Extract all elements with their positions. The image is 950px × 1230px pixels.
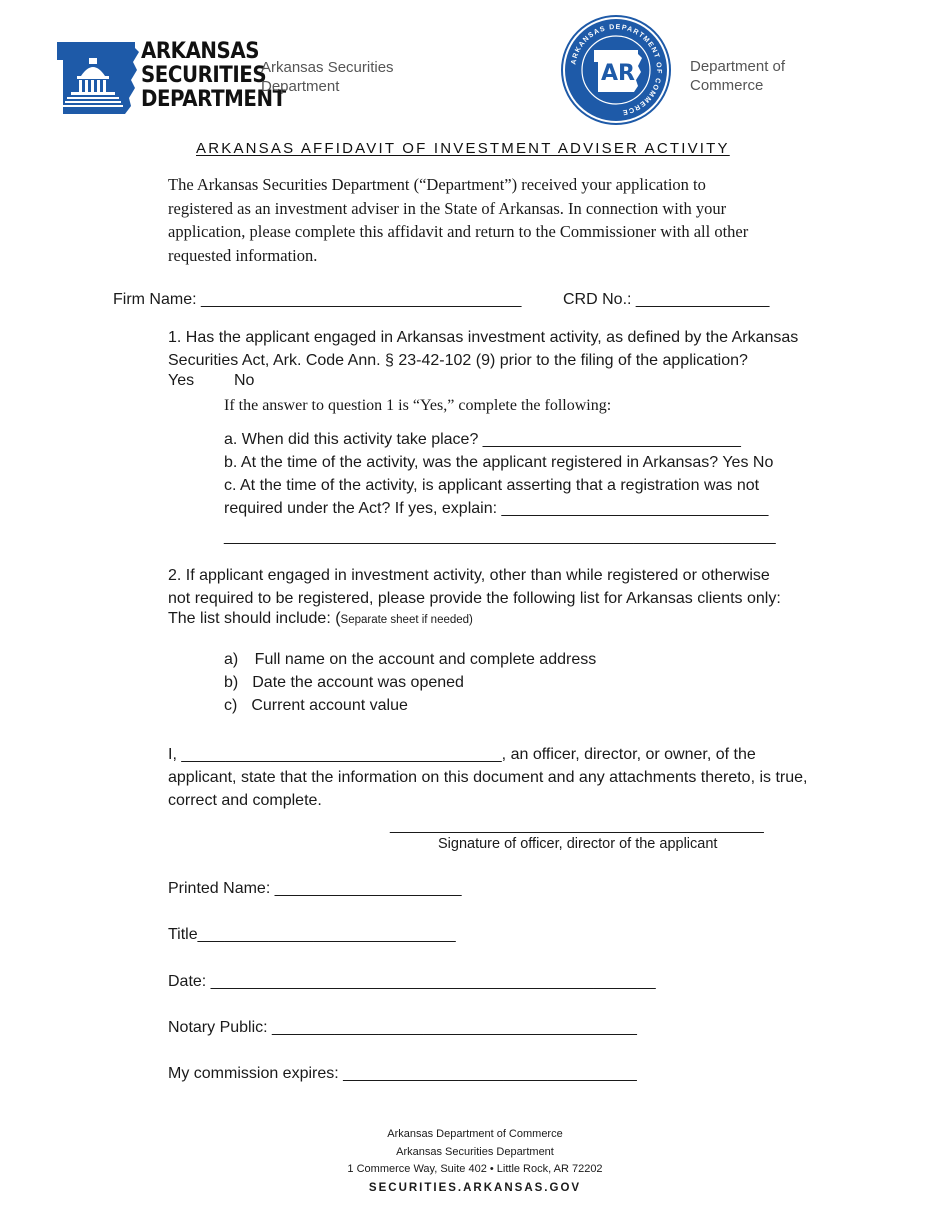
intro-line: registered as an investment adviser in the State of Arkansas. In connection with your	[168, 198, 727, 218]
footer-line: Arkansas Department of Commerce	[387, 1128, 563, 1140]
crd-label: CRD No.:	[563, 291, 636, 308]
q1-item-c-extra-line[interactable]: ______________________________________________________________	[224, 528, 776, 545]
seal-text: ARKANSAS DEPARTMENT OF COMMERCE	[570, 23, 663, 116]
list-text: Date the account was opened	[252, 674, 464, 691]
q2-list-note: Separate sheet if needed)	[340, 614, 473, 626]
footer-website[interactable]: SECURITIES.ARKANSAS.GOV	[368, 1181, 582, 1194]
footer-line: Arkansas Securities Department	[396, 1145, 554, 1158]
list-marker: c)	[224, 697, 238, 714]
q2-list-intro	[168, 610, 473, 628]
q1-line: Securities Act, Ark. Code Ann. § 23-42-102 (9) prior to the filing of the application?	[168, 352, 748, 369]
list-text: Current account value	[251, 697, 408, 714]
dept-name-line: Department of	[690, 58, 786, 75]
intro-line: The Arkansas Securities Department (“Department”) received your application to	[168, 175, 706, 194]
attest-line: correct and complete.	[168, 792, 322, 809]
dept-name-line: Arkansas Securities	[261, 59, 394, 76]
q1-line: 1. Has the applicant engaged in Arkansas investment activity, as defined by the Arkansas	[168, 329, 799, 346]
commerce-seal-icon	[560, 14, 672, 126]
securities-department-logo	[55, 39, 286, 116]
crd-field[interactable]: _______________	[635, 291, 770, 308]
q1-item-b[interactable]: b. At the time of the activity, was the applicant registered in Arkansas? Yes No	[224, 454, 774, 471]
footer	[0, 1126, 950, 1197]
list-marker: a)	[224, 651, 239, 668]
q2-line: not required to be registered, please provide the following list for Arkansas clients only:	[168, 590, 781, 607]
intro-line: application, please complete this affidavit and return to the Commissioner with all other	[168, 222, 749, 241]
commerce-department-name	[690, 57, 785, 95]
dept-name-line: Department	[261, 78, 340, 95]
q2-list-item	[224, 651, 596, 669]
q1-item-a[interactable]: a. When did this activity take place? _____________________________	[224, 431, 741, 448]
q2-list-intro-text: The list should include: (	[168, 610, 341, 627]
q2-line: 2. If applicant engaged in investment activity, other than while registered or otherwise	[168, 567, 770, 584]
securities-department-name	[261, 58, 394, 96]
q1-followup: If the answer to question 1 is “Yes,” complete the following:	[224, 397, 612, 414]
attestation-paragraph	[168, 743, 807, 812]
signature-field[interactable]: __________________________________________	[390, 817, 764, 834]
logo-line: SECURITIES	[141, 63, 267, 88]
q1-yes-option[interactable]: Yes	[168, 372, 195, 389]
footer-address: 1 Commerce Way, Suite 402 • Little Rock, AR 72202	[347, 1163, 603, 1175]
crd-line	[563, 291, 769, 309]
commission-expires-field[interactable]: My commission expires: _________________________________	[168, 1065, 637, 1082]
q1-item-c-explain[interactable]: required under the Act? If yes, explain: ______________________________	[224, 500, 769, 517]
logo-line: ARKANSAS	[141, 39, 260, 64]
q1-no-option[interactable]: No	[234, 372, 255, 389]
logo-wordmark	[141, 39, 286, 112]
date-field[interactable]: Date: __________________________________________________	[168, 973, 656, 990]
attest-line: applicant, state that the information on this document and any attachments thereto, is true,	[168, 769, 808, 786]
q2-list-item	[224, 697, 408, 715]
question-1	[168, 326, 798, 372]
q1-item-c: c. At the time of the activity, is applicant asserting that a registration was not	[224, 477, 760, 494]
logo-line: DEPARTMENT	[141, 87, 286, 112]
page-title: ARKANSAS AFFIDAVIT OF INVESTMENT ADVISER ACTIVITY	[196, 140, 730, 157]
firm-line	[113, 291, 521, 309]
dept-name-line: Commerce	[690, 77, 764, 94]
firm-name-label: Firm Name:	[113, 291, 201, 308]
signature-caption: Signature of officer, director of the applicant	[438, 836, 718, 852]
seal-mark: AR	[601, 61, 635, 86]
intro-paragraph	[168, 173, 848, 267]
printed-name-field[interactable]: Printed Name: _____________________	[168, 880, 462, 897]
attest-line[interactable]: I, ____________________________________, an officer, director, or owner, of the	[168, 746, 756, 763]
list-marker: b)	[224, 674, 239, 691]
question-2	[168, 564, 781, 610]
list-text: Full name on the account and complete address	[250, 651, 597, 668]
arkansas-capitol-icon	[55, 40, 139, 116]
intro-line: requested information.	[168, 245, 318, 265]
q2-list-item	[224, 674, 464, 692]
firm-name-field[interactable]: ____________________________________	[201, 291, 522, 308]
title-field[interactable]: Title_____________________________	[168, 926, 456, 943]
notary-public-field[interactable]: Notary Public: _________________________________________	[168, 1019, 637, 1036]
